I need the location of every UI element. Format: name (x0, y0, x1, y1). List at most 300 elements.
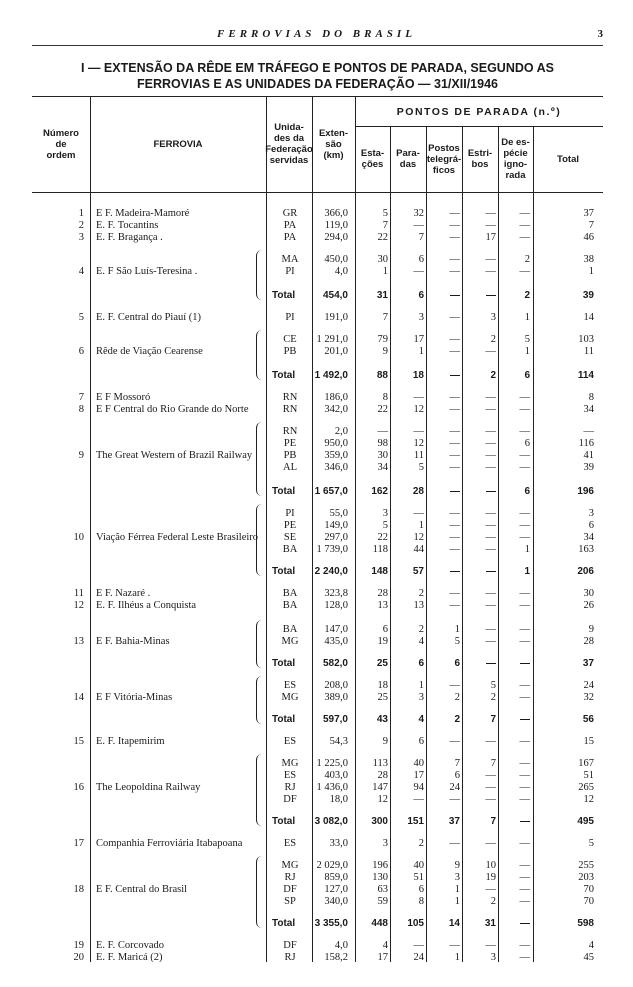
federation-unit-cell: RN (282, 404, 298, 415)
extension-km-cell: 208,0 (324, 680, 348, 691)
running-head-title: FERROVIAS DO BRASIL (217, 28, 416, 40)
unknown-kind-count-cell: 1 (524, 566, 530, 577)
stops-count-cell: 2 (418, 624, 424, 635)
unknown-kind-count-cell: — (519, 758, 530, 769)
railway-name-cell: Viação Férrea Federal Leste Brasileiro (96, 532, 259, 543)
telegraph-posts-count-cell: 14 (448, 918, 460, 929)
row-number-cell: 14 (73, 692, 84, 703)
unknown-kind-count-cell: — (519, 450, 530, 461)
telegraph-posts-count-cell: — (449, 544, 460, 555)
total-count-cell: 495 (577, 816, 594, 827)
column-rule (390, 126, 391, 962)
stations-count-cell: 98 (377, 438, 388, 449)
column-rule (426, 126, 427, 962)
platforms-count-cell: — (485, 450, 496, 461)
extension-km-cell: 597,0 (322, 714, 348, 725)
stations-count-cell: 12 (377, 794, 388, 805)
stations-count-cell: 7 (382, 312, 388, 323)
total-count-cell: 39 (582, 290, 594, 301)
header-ferrovia: FERROVIA (153, 138, 203, 150)
stops-count-cell: 6 (418, 290, 424, 301)
total-count-cell: 24 (583, 680, 594, 691)
platforms-count-cell: 2 (490, 692, 496, 703)
unknown-kind-count-cell: — (519, 952, 530, 963)
platforms-count-cell: 7 (490, 816, 496, 827)
stops-count-cell: 7 (418, 232, 424, 243)
stations-count-cell: 9 (382, 736, 388, 747)
total-count-cell: 206 (577, 566, 594, 577)
total-count-cell: 32 (583, 692, 594, 703)
federation-unit-cell: BA (282, 624, 298, 635)
telegraph-posts-count-cell: — (449, 404, 460, 415)
stops-count-cell: 151 (407, 816, 424, 827)
platforms-count-cell: — (485, 438, 496, 449)
column-rule (312, 96, 313, 962)
total-count-cell: 598 (577, 918, 594, 929)
stations-count-cell: 17 (377, 952, 388, 963)
federation-unit-cell: Total (272, 290, 296, 301)
platforms-count-cell: — (485, 254, 496, 265)
extension-km-cell: 403,0 (324, 770, 348, 781)
stations-count-cell: 25 (376, 658, 388, 669)
telegraph-posts-count-cell: — (449, 600, 460, 611)
row-number-cell: 13 (73, 636, 84, 647)
platforms-count-cell: — (485, 266, 496, 277)
federation-unit-cell: Total (272, 486, 296, 497)
unknown-kind-count-cell: — (519, 588, 530, 599)
stops-count-cell: — (413, 220, 424, 231)
telegraph-posts-count-cell: — (449, 334, 460, 345)
telegraph-posts-count-cell: 6 (454, 658, 460, 669)
extension-km-cell: 54,3 (329, 736, 348, 747)
header-numero: Número de ordem (43, 127, 79, 161)
federation-unit-cell: DF (283, 884, 297, 895)
railway-name-cell: E. F São Luís-Teresina . (96, 266, 198, 277)
extension-km-cell: 3 355,0 (314, 918, 348, 929)
stops-count-cell: 32 (413, 208, 424, 219)
federation-unit-cell: RN (282, 426, 298, 437)
telegraph-posts-count-cell: 1 (454, 884, 460, 895)
platforms-count-cell: — (485, 532, 496, 543)
row-number-cell: 15 (73, 736, 84, 747)
stations-count-cell: 19 (377, 636, 388, 647)
stops-count-cell: 40 (413, 758, 424, 769)
extension-km-cell: 1 436,0 (316, 782, 348, 793)
platforms-count-cell: — (486, 566, 496, 577)
telegraph-posts-count-cell: — (450, 370, 460, 381)
total-count-cell: 11 (583, 346, 594, 357)
stops-count-cell: 6 (418, 254, 424, 265)
unknown-kind-count-cell: 2 (524, 254, 530, 265)
federation-unit-cell: PE (283, 438, 297, 449)
telegraph-posts-count-cell: — (449, 450, 460, 461)
total-count-cell: 12 (583, 794, 594, 805)
federation-unit-cell: MG (281, 758, 299, 769)
railway-name-cell: E F Mossoró (96, 392, 151, 403)
unknown-kind-count-cell: — (519, 426, 530, 437)
railway-name-cell: E F. Madeira-Mamoré (96, 208, 190, 219)
railway-name-cell: E. F. Maricá (2) (96, 952, 163, 963)
stops-count-cell: 51 (413, 872, 424, 883)
stops-count-cell: 2 (418, 838, 424, 849)
stations-count-cell: 18 (377, 680, 388, 691)
telegraph-posts-count-cell: 24 (449, 782, 460, 793)
extension-km-cell: 297,0 (324, 532, 348, 543)
telegraph-posts-count-cell: — (449, 208, 460, 219)
federation-unit-cell: RJ (284, 782, 296, 793)
telegraph-posts-count-cell: — (449, 220, 460, 231)
stations-count-cell: 22 (377, 404, 388, 415)
unknown-kind-count-cell: 1 (524, 312, 530, 323)
unknown-kind-count-cell: — (519, 392, 530, 403)
total-count-cell: 34 (583, 532, 594, 543)
total-count-cell: 203 (578, 872, 594, 883)
extension-km-cell: 33,0 (329, 838, 348, 849)
extension-km-cell: 2 240,0 (314, 566, 348, 577)
row-number-cell: 5 (78, 312, 84, 323)
extension-km-cell: 366,0 (324, 208, 348, 219)
federation-unit-cell: GR (282, 208, 298, 219)
stops-count-cell: 11 (413, 450, 424, 461)
extension-km-cell: 127,0 (324, 884, 348, 895)
railway-name-cell: E. F. Corcovado (96, 940, 164, 951)
group-header-rule (355, 126, 603, 127)
telegraph-posts-count-cell: 9 (454, 860, 460, 871)
telegraph-posts-count-cell: — (449, 520, 460, 531)
header-postos: Postos telegrá- ficos (426, 142, 462, 176)
extension-km-cell: 323,8 (324, 588, 348, 599)
telegraph-posts-count-cell: 2 (454, 692, 460, 703)
telegraph-posts-count-cell: — (449, 940, 460, 951)
unknown-kind-count-cell: — (519, 208, 530, 219)
telegraph-posts-count-cell: — (449, 232, 460, 243)
stations-count-cell: 22 (377, 232, 388, 243)
unknown-kind-count-cell: 2 (524, 290, 530, 301)
extension-km-cell: 342,0 (324, 404, 348, 415)
federation-unit-cell: Total (272, 918, 296, 929)
header-estacoes: Esta- ções (360, 148, 385, 170)
header-ignorada: De es- pécie igno- rada (501, 137, 530, 181)
row-number-cell: 20 (73, 952, 84, 963)
telegraph-posts-count-cell: — (449, 266, 460, 277)
extension-km-cell: 454,0 (322, 290, 348, 301)
federation-unit-cell: Total (272, 370, 296, 381)
stations-count-cell: 147 (372, 782, 388, 793)
platforms-count-cell: 2 (490, 370, 496, 381)
telegraph-posts-count-cell: — (450, 486, 460, 497)
unknown-kind-count-cell: — (519, 624, 530, 635)
extension-km-cell: 389,0 (324, 692, 348, 703)
total-count-cell: 28 (583, 636, 594, 647)
extension-km-cell: 1 225,0 (316, 758, 348, 769)
stations-count-cell: 162 (371, 486, 388, 497)
extension-km-cell: 186,0 (324, 392, 348, 403)
row-number-cell: 2 (78, 220, 84, 231)
stations-count-cell: 28 (377, 588, 388, 599)
extension-km-cell: 359,0 (324, 450, 348, 461)
telegraph-posts-count-cell: — (449, 794, 460, 805)
federation-unit-cell: PA (283, 220, 297, 231)
railway-name-cell: E. F. Itapemirim (96, 736, 165, 747)
extension-km-cell: 340,0 (324, 896, 348, 907)
total-count-cell: 37 (583, 208, 594, 219)
extension-km-cell: 294,0 (324, 232, 348, 243)
column-rule (90, 96, 91, 962)
stops-count-cell: — (413, 940, 424, 951)
platforms-count-cell: — (486, 290, 496, 301)
total-count-cell: 56 (582, 714, 594, 725)
total-count-cell: 30 (583, 588, 594, 599)
federation-unit-cell: ES (283, 838, 297, 849)
column-rule (462, 126, 463, 962)
stops-count-cell: 18 (412, 370, 424, 381)
total-count-cell: 8 (588, 392, 594, 403)
federation-unit-cell: PI (285, 312, 295, 323)
unknown-kind-count-cell: — (519, 680, 530, 691)
federation-unit-cell: ES (283, 680, 297, 691)
telegraph-posts-count-cell: — (449, 312, 460, 323)
federation-unit-cell: MG (281, 636, 299, 647)
telegraph-posts-count-cell: 6 (454, 770, 460, 781)
stations-count-cell: 3 (382, 508, 388, 519)
stops-count-cell: 6 (418, 736, 424, 747)
header-unidades: Unida- des da Federação servidas (265, 122, 313, 166)
unknown-kind-count-cell: — (519, 692, 530, 703)
railway-name-cell: Rêde de Viação Cearense (96, 346, 203, 357)
platforms-count-cell: — (485, 940, 496, 951)
stations-count-cell: 22 (377, 532, 388, 543)
stops-count-cell: 4 (418, 636, 424, 647)
platforms-count-cell: 19 (485, 872, 496, 883)
federation-unit-cell: PB (283, 450, 297, 461)
platforms-count-cell: 10 (485, 860, 496, 871)
federation-unit-cell: MG (281, 692, 299, 703)
railway-name-cell: E F. Central do Brasil (96, 884, 188, 895)
stops-count-cell: 28 (412, 486, 424, 497)
extension-km-cell: 346,0 (324, 462, 348, 473)
extension-km-cell: 2 029,0 (316, 860, 348, 871)
telegraph-posts-count-cell: 5 (454, 636, 460, 647)
total-count-cell: 265 (578, 782, 594, 793)
stations-count-cell: 9 (382, 346, 388, 357)
telegraph-posts-count-cell: — (449, 438, 460, 449)
federation-unit-cell: PA (283, 232, 297, 243)
extension-km-cell: 201,0 (324, 346, 348, 357)
telegraph-posts-count-cell: — (450, 290, 460, 301)
row-number-cell: 4 (78, 266, 84, 277)
header-estribos: Estri- bos (467, 148, 493, 170)
federation-unit-cell: ES (283, 770, 297, 781)
extension-km-cell: 1 492,0 (314, 370, 348, 381)
stations-count-cell: 118 (372, 544, 388, 555)
stations-count-cell: 25 (377, 692, 388, 703)
extension-km-cell: 1 291,0 (316, 334, 348, 345)
federation-unit-cell: PI (285, 266, 295, 277)
unknown-kind-count-cell: — (519, 884, 530, 895)
total-count-cell: 70 (583, 896, 594, 907)
platforms-count-cell: 2 (490, 334, 496, 345)
platforms-count-cell: 3 (490, 312, 496, 323)
total-count-cell: 167 (578, 758, 594, 769)
platforms-count-cell: — (485, 220, 496, 231)
column-rule (266, 96, 267, 962)
telegraph-posts-count-cell: — (450, 566, 460, 577)
total-count-cell: 34 (583, 404, 594, 415)
telegraph-posts-count-cell: — (449, 462, 460, 473)
platforms-count-cell: — (485, 600, 496, 611)
stations-count-cell: 148 (371, 566, 388, 577)
total-count-cell: — (583, 426, 594, 437)
stations-count-cell: 28 (377, 770, 388, 781)
stations-count-cell: 7 (382, 220, 388, 231)
railway-name-cell: E F. Nazaré . (96, 588, 151, 599)
railway-name-cell: E F Vitória-Minas (96, 692, 173, 703)
stops-count-cell: 12 (413, 404, 424, 415)
unknown-kind-count-cell: — (519, 220, 530, 231)
row-number-cell: 1 (78, 208, 84, 219)
unknown-kind-count-cell: — (519, 266, 530, 277)
total-count-cell: 255 (578, 860, 594, 871)
telegraph-posts-count-cell: 2 (454, 714, 460, 725)
extension-km-cell: 119,0 (324, 220, 348, 231)
platforms-count-cell: — (486, 658, 496, 669)
section-title-line-2: FERROVIAS E AS UNIDADES DA FEDERAÇÃO — 31/XII/1946 (137, 77, 498, 91)
federation-unit-cell: SP (284, 896, 296, 907)
telegraph-posts-count-cell: 1 (454, 952, 460, 963)
stops-count-cell: 17 (413, 334, 424, 345)
telegraph-posts-count-cell: 37 (448, 816, 460, 827)
total-count-cell: 14 (583, 312, 594, 323)
extension-km-cell: 191,0 (324, 312, 348, 323)
total-count-cell: 70 (583, 884, 594, 895)
platforms-count-cell: — (485, 404, 496, 415)
stops-count-cell: 1 (418, 680, 424, 691)
federation-unit-cell: DF (283, 940, 297, 951)
federation-unit-cell: Total (272, 714, 296, 725)
telegraph-posts-count-cell: — (449, 508, 460, 519)
unknown-kind-count-cell: — (519, 232, 530, 243)
stations-count-cell: 8 (382, 392, 388, 403)
stops-count-cell: — (413, 508, 424, 519)
stations-count-cell: 88 (376, 370, 388, 381)
unknown-kind-count-cell: — (519, 404, 530, 415)
railway-name-cell: E F Central do Rio Grande do Norte (96, 404, 249, 415)
platforms-count-cell: 3 (490, 952, 496, 963)
extension-km-cell: 55,0 (329, 508, 348, 519)
total-count-cell: 7 (588, 220, 594, 231)
extension-km-cell: 158,2 (324, 952, 348, 963)
row-number-cell: 8 (78, 404, 84, 415)
stations-count-cell: 113 (372, 758, 388, 769)
unknown-kind-count-cell: — (520, 918, 530, 929)
stations-count-cell: 30 (377, 254, 388, 265)
telegraph-posts-count-cell: — (449, 680, 460, 691)
unknown-kind-count-cell: — (519, 520, 530, 531)
extension-km-cell: 4,0 (334, 266, 348, 277)
extension-km-cell: 450,0 (324, 254, 348, 265)
railway-name-cell: E F. Bahia-Minas (96, 636, 170, 647)
unknown-kind-count-cell: — (519, 782, 530, 793)
unknown-kind-count-cell: 6 (524, 370, 530, 381)
telegraph-posts-count-cell: — (449, 426, 460, 437)
federation-unit-cell: MA (281, 254, 299, 265)
platforms-count-cell: — (485, 508, 496, 519)
platforms-count-cell: — (485, 782, 496, 793)
unknown-kind-count-cell: — (519, 532, 530, 543)
total-count-cell: 41 (583, 450, 594, 461)
platforms-count-cell: 7 (490, 758, 496, 769)
stops-count-cell: 6 (418, 884, 424, 895)
row-number-cell: 17 (73, 838, 84, 849)
stops-count-cell: 94 (413, 782, 424, 793)
page-number: 3 (597, 28, 603, 40)
extension-km-cell: 3 082,0 (314, 816, 348, 827)
stops-count-cell: 13 (413, 600, 424, 611)
stops-count-cell: 3 (418, 312, 424, 323)
unknown-kind-count-cell: — (519, 794, 530, 805)
stops-count-cell: — (413, 794, 424, 805)
telegraph-posts-count-cell: — (449, 254, 460, 265)
platforms-count-cell: — (485, 636, 496, 647)
telegraph-posts-count-cell: — (449, 736, 460, 747)
stations-count-cell: 130 (372, 872, 388, 883)
railway-name-cell: The Great Western of Brazil Railway (96, 450, 253, 461)
header-total: Total (557, 153, 579, 165)
telegraph-posts-count-cell: — (449, 838, 460, 849)
row-number-cell: 7 (78, 392, 84, 403)
stops-count-cell: 40 (413, 860, 424, 871)
row-number-cell: 12 (73, 600, 84, 611)
federation-unit-cell: Total (272, 816, 296, 827)
stations-count-cell: 59 (377, 896, 388, 907)
unknown-kind-count-cell: — (519, 860, 530, 871)
stops-count-cell: 6 (418, 658, 424, 669)
unknown-kind-count-cell: — (519, 600, 530, 611)
railway-name-cell: The Leopoldina Railway (96, 782, 201, 793)
total-count-cell: 37 (582, 658, 594, 669)
unknown-kind-count-cell: 1 (524, 346, 530, 357)
federation-unit-cell: AL (283, 462, 297, 473)
stops-count-cell: — (413, 266, 424, 277)
federation-unit-cell: SE (283, 532, 297, 543)
unknown-kind-count-cell: — (519, 462, 530, 473)
federation-unit-cell: PI (285, 508, 295, 519)
platforms-count-cell: — (485, 346, 496, 357)
extension-km-cell: 2,0 (334, 426, 348, 437)
header-extensao: Exten- são (km) (318, 127, 349, 161)
railway-name-cell: E. F. Ilhéus a Conquista (96, 600, 197, 611)
extension-km-cell: 1 657,0 (314, 486, 348, 497)
stations-count-cell: 31 (376, 290, 388, 301)
stations-count-cell: 5 (382, 520, 388, 531)
federation-unit-cell: RJ (284, 872, 296, 883)
stops-count-cell: 2 (418, 588, 424, 599)
row-number-cell: 6 (78, 346, 84, 357)
unknown-kind-count-cell: — (519, 896, 530, 907)
stations-count-cell: 1 (382, 266, 388, 277)
column-rule (533, 126, 534, 962)
stations-count-cell: 196 (372, 860, 388, 871)
total-count-cell: 26 (583, 600, 594, 611)
telegraph-posts-count-cell: 7 (454, 758, 460, 769)
extension-km-cell: 18,0 (329, 794, 348, 805)
running-head (0, 28, 633, 44)
total-count-cell: 3 (588, 508, 594, 519)
federation-unit-cell: PE (283, 520, 297, 531)
stops-count-cell: 3 (418, 692, 424, 703)
stops-count-cell: 4 (418, 714, 424, 725)
extension-km-cell: 859,0 (324, 872, 348, 883)
